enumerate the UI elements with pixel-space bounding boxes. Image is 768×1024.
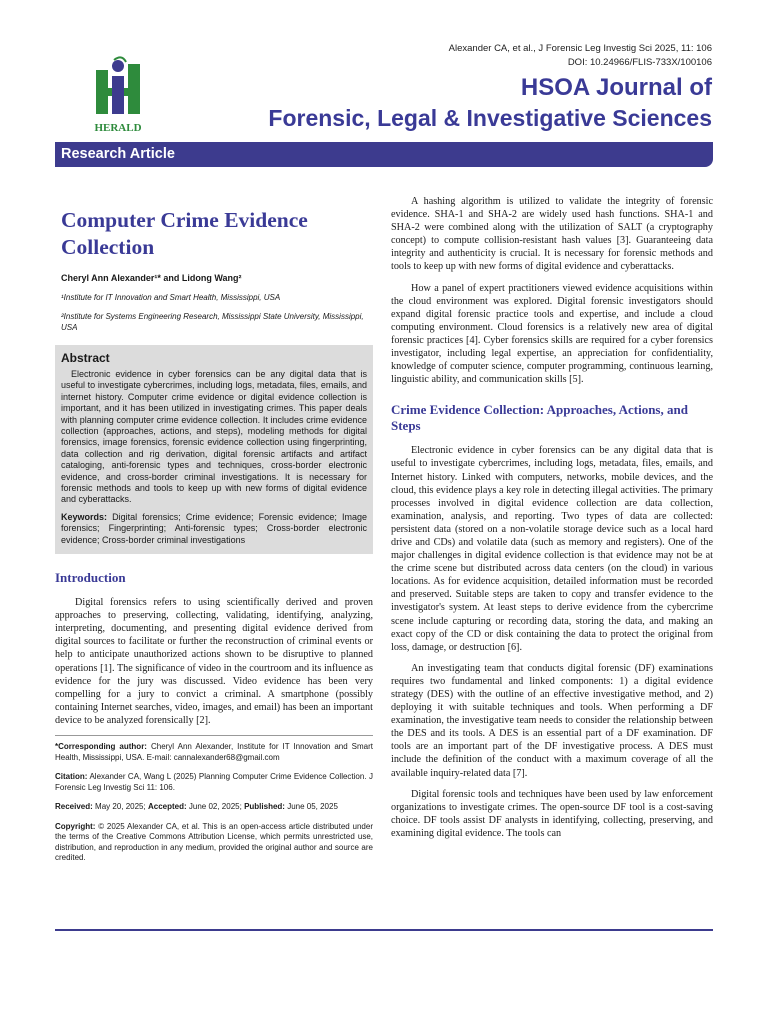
abstract-heading: Abstract: [61, 351, 110, 365]
journal-title: [268, 72, 712, 134]
des-paragraph: An investigating team that conducts digital forensic (DF) examinations requires two fundamental and linked components: 1) a digital evidence strategy (DES) with the outline of an effective investigative method, and 2) deploying it with suitable techniques and tools. When performing a DF examination, the investigative team needs to consider the relationship between the DES and its tools. A DES is an essential part of a DF examination. DF tools are an important part of the DF investigative process. A DES must include the definition of the conduct with a maximum coverage of all the available inquiry-related data [7].: [391, 662, 713, 779]
citation-header: [449, 42, 712, 70]
introduction-heading: Introduction: [55, 570, 126, 586]
accepted-date: June 02, 2025;: [188, 802, 242, 812]
corresponding-label: *Corresponding author:: [55, 742, 147, 752]
authors: Cheryl Ann Alexander¹* and Lidong Wang²: [61, 273, 242, 283]
keywords-text: Digital forensics; Crime evidence; Forensic evidence; Image forensics; Fingerprinting; Anti-forensic types; Cross-border electronic evidence; Cross-border criminal investigations: [61, 511, 367, 545]
logo-text: HERALD: [94, 122, 142, 134]
introduction-paragraph: Digital forensics refers to using scientifically derived and proven approaches to preserving, collecting, validating, identifying, analyzing, interpreting, documenting, and presenting digital evidence derived from digital sources to facilitate or further the reconstruction of criminal events or help to anticipate unauthorized actions shown to be disruptive to planned operations [1]. The significance of video in the courtroom and its influence as evidence for the jury was discussed. Video evidence has been very compelling for a jury to convict a criminal. A smartphone (possibly containing Internet searches, video, images, and email) has been an important device to be analyzed forensically [2].: [55, 597, 373, 726]
received-date: May 20, 2025;: [95, 802, 146, 812]
doi-line: DOI: 10.24966/FLIS-733X/100106: [567, 57, 712, 68]
article-title: Computer Crime Evidence Collection: [61, 208, 308, 259]
left-column: [55, 195, 373, 873]
dates-note: [55, 802, 373, 813]
journal-line-2: Forensic, Legal & Investigative Sciences: [268, 105, 712, 131]
keywords-label: Keywords:: [61, 511, 108, 522]
article-notes: [55, 735, 373, 864]
affiliation-1: ¹Institute for IT Innovation and Smart Health, Mississippi, USA: [61, 293, 281, 302]
journal-line-1: HSOA Journal of: [520, 74, 712, 101]
right-column: [391, 195, 713, 848]
citation-note: [55, 772, 373, 793]
affiliation-2: ²Institute for Systems Engineering Research, Mississippi State University, Mississippi, USA: [61, 312, 364, 332]
abstract-text: Electronic evidence in cyber forensics can be any digital data that is useful to investigate cybercrimes, including logs, metadata, files, emails, and internet history. Computer crime evidence or digital evidence collection is important, and it has been utilized in investigating crimes. This paper deals with planning computer crime evidence collection. It includes crime evidence collection (approaches, actions, and steps), modeling methods for digital forensics, image forensics, forensic evidence collection using fingerprinting, data collection and rig derivation, digital forensic artifacts and artifact cataloging, anti-forensic types and techniques, cross-border electronic evidence, and cross-border criminal investigations. It is necessary for forensic methods and tools to keep up with new forms of digital evidence and cyberattacks.: [61, 369, 367, 505]
keywords: [61, 512, 367, 546]
copyright-label: Copyright:: [55, 821, 96, 831]
cloud-forensics-paragraph: How a panel of expert practitioners viewed evidence acquisitions within the cloud environment was explored. Digital forensic investigators should expand digital forensic practice tools and expertise, and include a cloud computing environment. Cloud forensics is a relatively new area of digital forensic practices [4]. Cyber forensics skills are required for a cyber forensics investigator, including legal expertise, an appreciation for confidentiality, knowledge of computer science, computer programming, continuous learning, linguistic ability, and communication skills [5].: [391, 282, 713, 386]
copyright-note: [55, 822, 373, 864]
published-date: June 05, 2025: [287, 802, 338, 812]
received-label: Received:: [55, 802, 93, 812]
abstract-box: [55, 345, 373, 554]
citation-line: Alexander CA, et al., J Forensic Leg Investig Sci 2025, 11: 106: [448, 43, 712, 54]
hashing-paragraph: A hashing algorithm is utilized to validate the integrity of forensic evidence. SHA-1 and SHA-2 are widely used hash functions. SHA-1 and SHA-2 were combined along with the utilization of SALT (a cryptography concept) to compute collision-resistant hash values [3]. Guaranteeing data integrity and authenticity is crucial. It is necessary for forensic methods and tools to keep up with new forms of digital evidence and cyberattacks.: [391, 196, 713, 273]
citation-label: Citation:: [55, 772, 88, 782]
corresponding-text: Cheryl Ann Alexander, Institute for IT Innovation and Smart Health, Mississippi, USA. E-mail: cannalexander68@gmail.com: [55, 742, 373, 762]
electronic-evidence-paragraph: Electronic evidence in cyber forensics can be any digital data that is useful to investigate cybercrimes, including logs, metadata, files, emails, and Internet history. Linked with computers, networks, mobile devices, and the cloud, this evidence plays a key role in detecting illegal activities. The primary processes involved in digital evidence collection are data collection, examination, analysis, and reporting. Two types of data are collected: persistent data (stored on a non-volatile storage device such as a local hard drive and CDs) and volatile data (such as memory and registers). One of the major challenges in digital evidence collection is that evidence may not be at the crime scene but distributed across data centers (on the cloud) in various locations. As for evidence acquisition, detailed information must be recorded and preserved. Suitable steps are taken to copy and transfer evidence to the investigator's system. At least steps to derive evidence from the cybercrime scene include capturing or recording data, storing the data, and making an exact copy of the CD or disk containing the data to protect the original from loss, damage, or destruction [6].: [391, 445, 713, 653]
research-article-banner: Research Article: [55, 142, 713, 167]
copyright-text: © 2025 Alexander CA, et al. This is an open-access article distributed under the terms of the Creative Commons Attribution License, which permits unrestricted use, distribution, and reproduction in any medium, provided the original author and source are credited.: [55, 821, 373, 863]
herald-logo: [86, 56, 150, 136]
crime-evidence-heading: Crime Evidence Collection: Approaches, Actions, and Steps: [391, 402, 688, 434]
bottom-rule: [55, 929, 713, 931]
accepted-label: Accepted:: [147, 802, 187, 812]
citation-text: Alexander CA, Wang L (2025) Planning Computer Crime Evidence Collection. J Forensic Leg Investig Sci 11: 106.: [55, 772, 374, 792]
df-tools-paragraph: Digital forensic tools and techniques have been used by law enforcement organizations to investigate crimes. The open-source DF tool is a cost-saving choice. DF tools assist DF analysts in identifying, collecting, preserving, and examining digital evidence. The tools can: [391, 788, 713, 839]
corresponding-author-note: [55, 742, 373, 763]
published-label: Published:: [244, 802, 285, 812]
